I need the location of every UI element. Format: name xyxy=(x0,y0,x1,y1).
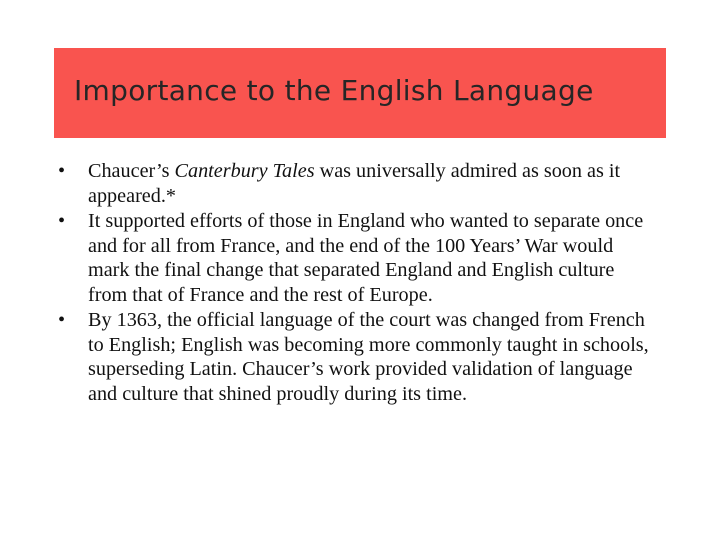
bullet-item xyxy=(58,159,658,208)
bullet-item xyxy=(58,209,658,307)
bullet-marker: • xyxy=(58,210,66,232)
bullet-text-pre: Chaucer’s xyxy=(88,160,175,182)
title-bar xyxy=(54,48,666,138)
bullet-marker: • xyxy=(58,309,66,331)
bullet-text: By 1363, the official language of the court was changed from French to English; English was becoming more commonly taught in schools, superseding Latin. Chaucer’s work provided validation of language and culture that shined proudly during its time. xyxy=(88,309,649,405)
bullet-item xyxy=(58,308,658,406)
bullet-text-post: was universally admired as soon as it appeared.* xyxy=(88,160,621,207)
bullet-marker: • xyxy=(58,160,66,182)
book-title: Canterbury Tales xyxy=(174,160,315,182)
slide-title: Importance to the English Language xyxy=(74,74,594,107)
bullet-text: It supported efforts of those in England who wanted to separate once and for all from France, and the end of the 100 Years’ War would mark the final change that separated England and English culture from that of France and the rest of Europe. xyxy=(88,210,644,306)
bullet-list xyxy=(58,159,658,407)
